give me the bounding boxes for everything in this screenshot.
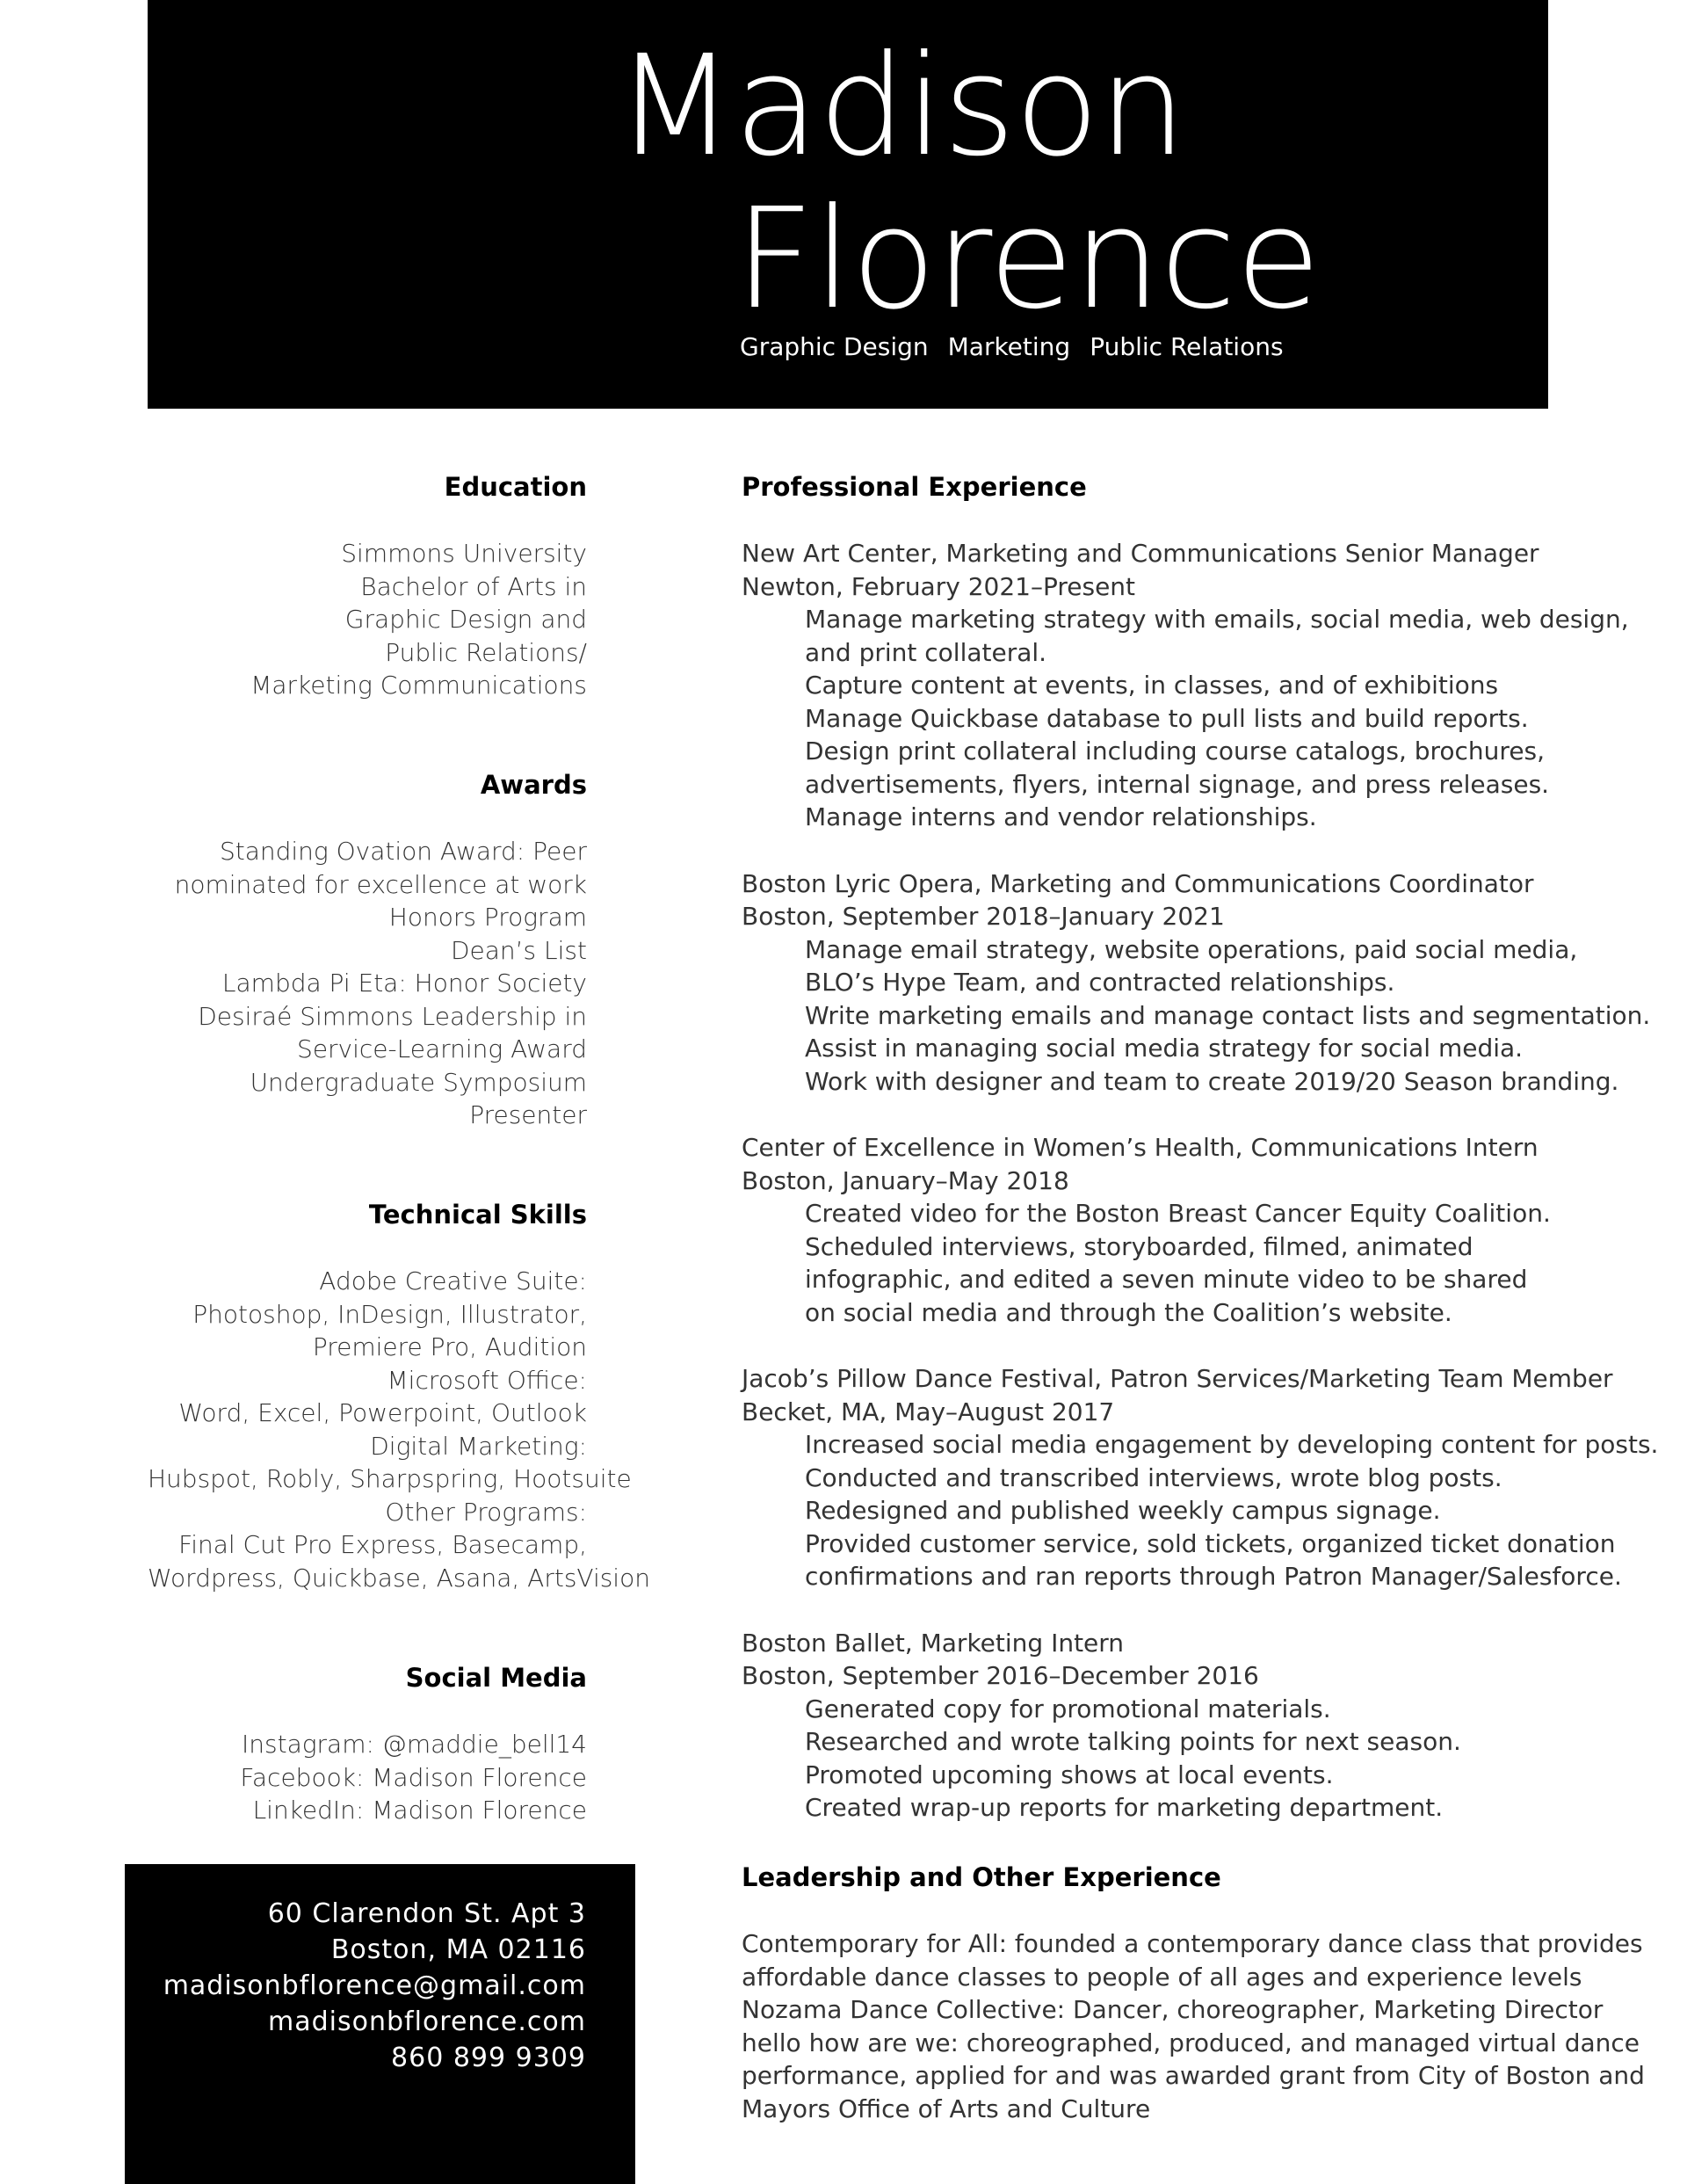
job-meta: Becket, MA, May–August 2017	[742, 1397, 1115, 1426]
education-line: Bachelor of Arts in	[360, 571, 587, 601]
job-bullet: Capture content at events, in classes, and of exhibitions	[805, 671, 1499, 700]
job-bullet: Work with designer and team to create 2019/20 Season branding.	[805, 1066, 1619, 1096]
job-bullet: Assist in managing social media strategy for social media.	[805, 1034, 1524, 1063]
job-bullet: advertisements, flyers, internal signage, and press releases.	[805, 769, 1550, 799]
job-entry	[742, 1627, 1647, 1825]
leadership-section	[742, 1861, 1647, 2125]
job-entry	[742, 867, 1651, 1099]
skill-line: Wordpress, Quickbase, Asana, ArtsVision	[148, 1563, 650, 1593]
job-bullets	[742, 933, 1651, 1099]
award-line: Undergraduate Symposium	[250, 1067, 587, 1097]
job-entry	[742, 1362, 1659, 1593]
job-bullets	[742, 1197, 1647, 1329]
job-bullets	[742, 603, 1647, 834]
job-bullet: Scheduled interviews, storyboarded, filmed, animated	[805, 1231, 1473, 1261]
job-bullet: Conducted and transcribed interviews, wrote blog posts.	[805, 1462, 1502, 1492]
job-bullet: Promoted upcoming shows at local events.	[805, 1760, 1334, 1789]
job-bullet: Provided customer service, sold tickets, organized ticket donation	[805, 1528, 1616, 1558]
social-facebook: Facebook: Madison Florence	[240, 1762, 587, 1792]
award-line: Lambda Pi Eta: Honor Society	[221, 969, 587, 998]
skill-line: Adobe Creative Suite:	[319, 1266, 587, 1295]
tag-public-relations: Public Relations	[1090, 332, 1284, 361]
leadership-line: performance, applied for and was awarded grant from City of Boston and	[742, 2061, 1645, 2090]
job-bullet: Manage email strategy, website operations, paid social media,	[805, 934, 1578, 964]
job-bullets	[742, 1693, 1647, 1825]
award-line: Presenter	[469, 1100, 587, 1129]
leadership-heading: Leadership and Other Experience	[742, 1862, 1221, 1892]
contact-box	[125, 1864, 635, 2184]
award-line: Honors Program	[388, 903, 587, 932]
job-title: Boston Lyric Opera, Marketing and Communications Coordinator	[742, 868, 1534, 898]
awards-list	[148, 835, 587, 1132]
job-entry	[742, 537, 1647, 834]
experience-section	[742, 470, 1659, 1825]
job-title: Jacob’s Pillow Dance Festival, Patron Services/Marketing Team Member	[742, 1364, 1613, 1393]
job-meta: Boston, January–May 2018	[742, 1165, 1069, 1195]
header-banner	[148, 0, 1548, 409]
job-bullet: confirmations and ran reports through Patron Manager/Salesforce.	[805, 1562, 1622, 1591]
awards-section	[148, 768, 587, 1132]
job-bullet: Generated copy for promotional materials.	[805, 1694, 1331, 1723]
experience-heading: Professional Experience	[742, 472, 1087, 502]
award-line: Dean’s List	[450, 935, 587, 965]
contact-list	[163, 1896, 586, 2076]
education-section	[148, 470, 587, 702]
job-bullet: Manage Quickbase database to pull lists and build reports.	[805, 703, 1529, 733]
job-meta: Boston, September 2016–December 2016	[742, 1661, 1259, 1690]
contact-email: madisonbflorence@gmail.com	[163, 1970, 586, 2001]
job-bullet: Increased social media engagement by developing content for posts.	[805, 1430, 1659, 1459]
skill-line: Word, Excel, Powerpoint, Outlook	[178, 1398, 587, 1427]
skill-line: Digital Marketing:	[370, 1431, 587, 1461]
job-bullet: and print collateral.	[805, 637, 1047, 667]
skill-line: Photoshop, InDesign, Illustrator,	[192, 1299, 587, 1329]
leadership-line: Contemporary for All: founded a contemporary dance class that provides	[742, 1929, 1643, 1958]
social-linkedin: LinkedIn: Madison Florence	[252, 1796, 587, 1825]
job-meta: Boston, September 2018–January 2021	[742, 902, 1225, 931]
skill-line: Hubspot, Robly, Sharpspring, Hootsuite	[148, 1464, 632, 1493]
last-name: Florence	[735, 178, 1321, 340]
leadership-line: Mayors Office of Arts and Culture	[742, 2093, 1151, 2123]
job-bullet: Manage marketing strategy with emails, social media, web design,	[805, 605, 1629, 634]
job-bullets	[742, 1428, 1659, 1593]
contact-website: madisonbflorence.com	[268, 2006, 586, 2037]
skill-line: Microsoft Office:	[387, 1365, 587, 1395]
job-bullet: infographic, and edited a seven minute video to be shared	[805, 1265, 1528, 1294]
education-line: Marketing Communications	[250, 671, 587, 700]
education-line: Graphic Design and	[344, 605, 587, 634]
tag-marketing: Marketing	[947, 332, 1071, 361]
award-line: Service-Learning Award	[297, 1034, 587, 1063]
social-list	[148, 1728, 587, 1827]
job-bullet: Researched and wrote talking points for next season.	[805, 1727, 1461, 1756]
education-line: Simmons University	[341, 539, 587, 568]
contact-city: Boston, MA 02116	[330, 1934, 586, 1965]
award-line: Desiraé Simmons Leadership in	[198, 1001, 587, 1031]
social-heading: Social Media	[405, 1663, 587, 1693]
job-bullet: on social media and through the Coalition’s website.	[805, 1297, 1452, 1327]
job-meta: Newton, February 2021–Present	[742, 571, 1136, 601]
leadership-line: hello how are we: choreographed, produced, and managed virtual dance	[742, 2028, 1640, 2057]
job-bullet: Created video for the Boston Breast Cancer Equity Coalition.	[805, 1199, 1551, 1228]
job-bullet: Manage interns and vendor relationships.	[805, 802, 1317, 831]
job-bullet: Design print collateral including course catalogs, brochures,	[805, 736, 1546, 765]
job-title: Center of Excellence in Women’s Health, Communications Intern	[742, 1133, 1539, 1162]
job-bullet: Write marketing emails and manage contact lists and segmentation.	[805, 1000, 1651, 1030]
leadership-line: Nozama Dance Collective: Dancer, choreographer, Marketing Director	[742, 1995, 1604, 2024]
job-bullet: Redesigned and published weekly campus signage.	[805, 1496, 1441, 1525]
education-line: Public Relations/	[385, 637, 587, 667]
skills-list	[148, 1265, 650, 1594]
social-section	[148, 1661, 587, 1827]
skills-section	[148, 1198, 650, 1594]
awards-heading: Awards	[480, 770, 587, 800]
skills-heading: Technical Skills	[368, 1200, 587, 1230]
award-line: nominated for excellence at work	[174, 869, 587, 899]
skill-line: Premiere Pro, Audition	[312, 1332, 587, 1361]
education-list	[148, 537, 587, 702]
first-name: Madison	[615, 25, 1186, 187]
specialty-tags	[740, 332, 1284, 361]
contact-street: 60 Clarendon St. Apt 3	[267, 1898, 586, 1929]
job-bullet: BLO’s Hype Team, and contracted relationships.	[805, 968, 1395, 997]
contact-phone: 860 899 9309	[391, 2043, 586, 2073]
leadership-line: affordable dance classes to people of all ages and experience levels	[742, 1962, 1582, 1992]
leadership-list	[742, 1927, 1647, 2125]
job-title: Boston Ballet, Marketing Intern	[742, 1628, 1125, 1658]
skill-line: Other Programs:	[385, 1497, 587, 1527]
education-heading: Education	[444, 472, 587, 502]
job-title: New Art Center, Marketing and Communications Senior Manager	[742, 539, 1539, 568]
award-line: Standing Ovation Award: Peer	[219, 837, 587, 866]
skill-line: Final Cut Pro Express, Basecamp,	[178, 1530, 587, 1559]
job-bullet: Created wrap-up reports for marketing department.	[805, 1793, 1444, 1822]
job-entry	[742, 1131, 1647, 1329]
tag-graphic-design: Graphic Design	[740, 332, 929, 361]
social-instagram: Instagram: @maddie_bell14	[242, 1730, 587, 1759]
